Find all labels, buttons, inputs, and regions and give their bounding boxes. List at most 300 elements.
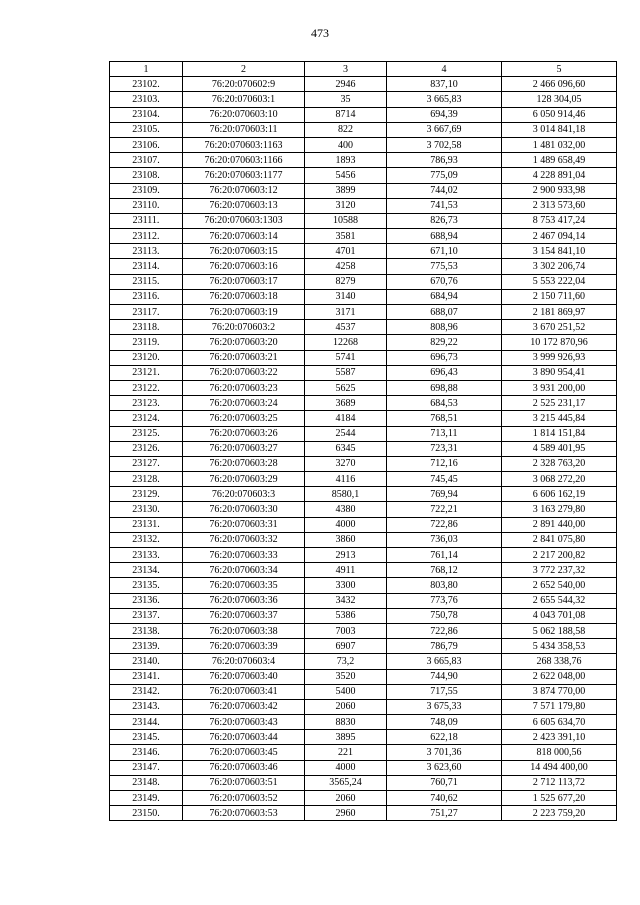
specific-value-cell: 670,76 [387, 274, 502, 289]
area-cell: 4537 [305, 320, 387, 335]
area-cell: 8830 [305, 715, 387, 730]
area-cell: 3171 [305, 305, 387, 320]
specific-value-cell: 829,22 [387, 335, 502, 350]
cadastral-value-cell: 3 874 770,00 [502, 684, 617, 699]
cadastral-value-cell: 268 338,76 [502, 654, 617, 669]
specific-value-cell: 837,10 [387, 77, 502, 92]
specific-value-cell: 769,94 [387, 487, 502, 502]
cadastral-value-cell: 2 150 711,60 [502, 289, 617, 304]
row-number-cell: 23111. [110, 213, 183, 228]
row-number-cell: 23105. [110, 122, 183, 137]
cadastral-number-cell: 76:20:070603:32 [183, 532, 305, 547]
cadastral-value-cell: 3 215 445,84 [502, 411, 617, 426]
cadastral-number-cell: 76:20:070603:26 [183, 426, 305, 441]
cadastral-value-cell: 10 172 870,96 [502, 335, 617, 350]
row-number-cell: 23116. [110, 289, 183, 304]
row-number-cell: 23114. [110, 259, 183, 274]
row-number-cell: 23117. [110, 305, 183, 320]
cadastral-number-cell: 76:20:070603:25 [183, 411, 305, 426]
row-number-cell: 23138. [110, 623, 183, 638]
area-cell: 5386 [305, 608, 387, 623]
table-row [110, 806, 617, 821]
area-cell: 3520 [305, 669, 387, 684]
table-row [110, 244, 617, 259]
cadastral-number-cell: 76:20:070603:28 [183, 456, 305, 471]
table-row [110, 654, 617, 669]
row-number-cell: 23143. [110, 699, 183, 714]
specific-value-cell: 748,09 [387, 715, 502, 730]
cadastral-number-cell: 76:20:070603:24 [183, 396, 305, 411]
row-number-cell: 23150. [110, 806, 183, 821]
area-cell: 5625 [305, 380, 387, 395]
specific-value-cell: 808,96 [387, 320, 502, 335]
cadastral-number-cell: 76:20:070603:38 [183, 623, 305, 638]
cadastral-number-cell: 76:20:070603:1 [183, 92, 305, 107]
cadastral-value-cell: 818 000,56 [502, 745, 617, 760]
specific-value-cell: 723,31 [387, 441, 502, 456]
table-row [110, 274, 617, 289]
row-number-cell: 23147. [110, 760, 183, 775]
cadastral-number-cell: 76:20:070603:39 [183, 639, 305, 654]
specific-value-cell: 740,62 [387, 791, 502, 806]
table-row [110, 380, 617, 395]
specific-value-cell: 688,94 [387, 229, 502, 244]
specific-value-cell: 744,90 [387, 669, 502, 684]
cadastral-value-cell: 4 043 701,08 [502, 608, 617, 623]
cadastral-number-cell: 76:20:070603:1177 [183, 168, 305, 183]
specific-value-cell: 698,88 [387, 380, 502, 395]
specific-value-cell: 826,73 [387, 213, 502, 228]
cadastral-number-cell: 76:20:070603:16 [183, 259, 305, 274]
row-number-cell: 23144. [110, 715, 183, 730]
cadastral-value-cell: 14 494 400,00 [502, 760, 617, 775]
table-row [110, 107, 617, 122]
area-cell: 4258 [305, 259, 387, 274]
row-number-cell: 23142. [110, 684, 183, 699]
cadastral-value-cell: 5 062 188,58 [502, 623, 617, 638]
table-row [110, 532, 617, 547]
table-row [110, 137, 617, 152]
area-cell: 5400 [305, 684, 387, 699]
cadastral-value-cell: 6 605 634,70 [502, 715, 617, 730]
area-cell: 7003 [305, 623, 387, 638]
cadastral-number-cell: 76:20:070603:31 [183, 517, 305, 532]
cadastral-value-cell: 128 304,05 [502, 92, 617, 107]
row-number-cell: 23140. [110, 654, 183, 669]
cadastral-value-cell: 2 313 573,60 [502, 198, 617, 213]
area-cell: 6345 [305, 441, 387, 456]
area-cell: 6907 [305, 639, 387, 654]
cadastral-number-cell: 76:20:070603:1166 [183, 153, 305, 168]
row-number-cell: 23124. [110, 411, 183, 426]
area-cell: 822 [305, 122, 387, 137]
cadastral-number-cell: 76:20:070603:14 [183, 229, 305, 244]
area-cell: 221 [305, 745, 387, 760]
area-cell: 3895 [305, 730, 387, 745]
area-cell: 3899 [305, 183, 387, 198]
table-row [110, 715, 617, 730]
cadastral-number-cell: 76:20:070603:33 [183, 548, 305, 563]
area-cell: 1893 [305, 153, 387, 168]
cadastral-number-cell: 76:20:070603:10 [183, 107, 305, 122]
cadastral-value-cell: 6 050 914,46 [502, 107, 617, 122]
area-cell: 2960 [305, 806, 387, 821]
cadastral-value-cell: 2 622 048,00 [502, 669, 617, 684]
cadastral-number-cell: 76:20:070603:18 [183, 289, 305, 304]
cadastral-value-cell: 2 655 544,32 [502, 593, 617, 608]
specific-value-cell: 761,14 [387, 548, 502, 563]
cadastral-value-cell: 3 302 206,74 [502, 259, 617, 274]
row-number-cell: 23134. [110, 563, 183, 578]
table-row [110, 213, 617, 228]
row-number-cell: 23128. [110, 472, 183, 487]
cadastral-number-cell: 76:20:070603:41 [183, 684, 305, 699]
column-header: 3 [305, 62, 387, 77]
area-cell: 2060 [305, 699, 387, 714]
cadastral-value-cell: 3 154 841,10 [502, 244, 617, 259]
cadastral-number-cell: 76:20:070603:30 [183, 502, 305, 517]
table-row [110, 168, 617, 183]
cadastral-value-cell: 2 891 440,00 [502, 517, 617, 532]
row-number-cell: 23148. [110, 775, 183, 790]
row-number-cell: 23145. [110, 730, 183, 745]
page-number: 473 [311, 26, 329, 40]
specific-value-cell: 736,03 [387, 532, 502, 547]
cadastral-value-table [109, 61, 617, 821]
row-number-cell: 23139. [110, 639, 183, 654]
area-cell: 8714 [305, 107, 387, 122]
table-row [110, 472, 617, 487]
specific-value-cell: 750,78 [387, 608, 502, 623]
row-number-cell: 23131. [110, 517, 183, 532]
row-number-cell: 23123. [110, 396, 183, 411]
cadastral-value-cell: 4 228 891,04 [502, 168, 617, 183]
column-header: 5 [502, 62, 617, 77]
cadastral-value-cell: 3 999 926,93 [502, 350, 617, 365]
area-cell: 3432 [305, 593, 387, 608]
row-number-cell: 23130. [110, 502, 183, 517]
cadastral-number-cell: 76:20:070603:35 [183, 578, 305, 593]
cadastral-value-cell: 3 014 841,18 [502, 122, 617, 137]
cadastral-number-cell: 76:20:070603:45 [183, 745, 305, 760]
specific-value-cell: 713,11 [387, 426, 502, 441]
area-cell: 3581 [305, 229, 387, 244]
column-number-row [110, 62, 617, 77]
area-cell: 4000 [305, 760, 387, 775]
table-row [110, 639, 617, 654]
cadastral-number-cell: 76:20:070603:4 [183, 654, 305, 669]
table-row [110, 305, 617, 320]
table-row [110, 608, 617, 623]
cadastral-number-cell: 76:20:070603:23 [183, 380, 305, 395]
area-cell: 2913 [305, 548, 387, 563]
cadastral-value-cell: 1 525 677,20 [502, 791, 617, 806]
table-row [110, 77, 617, 92]
row-number-cell: 23137. [110, 608, 183, 623]
row-number-cell: 23107. [110, 153, 183, 168]
specific-value-cell: 717,55 [387, 684, 502, 699]
table-row [110, 730, 617, 745]
specific-value-cell: 741,53 [387, 198, 502, 213]
specific-value-cell: 745,45 [387, 472, 502, 487]
table-row [110, 289, 617, 304]
cadastral-value-cell: 2 328 763,20 [502, 456, 617, 471]
table-row [110, 153, 617, 168]
specific-value-cell: 3 701,36 [387, 745, 502, 760]
cadastral-number-cell: 76:20:070603:21 [183, 350, 305, 365]
table-row [110, 183, 617, 198]
table-row [110, 593, 617, 608]
row-number-cell: 23141. [110, 669, 183, 684]
area-cell: 4184 [305, 411, 387, 426]
row-number-cell: 23122. [110, 380, 183, 395]
cadastral-value-cell: 3 068 272,20 [502, 472, 617, 487]
specific-value-cell: 3 702,58 [387, 137, 502, 152]
area-cell: 4701 [305, 244, 387, 259]
specific-value-cell: 694,39 [387, 107, 502, 122]
cadastral-value-cell: 2 181 869,97 [502, 305, 617, 320]
table-row [110, 623, 617, 638]
cadastral-value-cell: 2 712 113,72 [502, 775, 617, 790]
specific-value-cell: 760,71 [387, 775, 502, 790]
cadastral-number-cell: 76:20:070603:11 [183, 122, 305, 137]
cadastral-value-cell: 2 223 759,20 [502, 806, 617, 821]
specific-value-cell: 3 665,83 [387, 654, 502, 669]
row-number-cell: 23115. [110, 274, 183, 289]
cadastral-value-cell: 2 652 540,00 [502, 578, 617, 593]
area-cell: 4380 [305, 502, 387, 517]
table-row [110, 578, 617, 593]
table-row [110, 684, 617, 699]
cadastral-number-cell: 76:20:070603:34 [183, 563, 305, 578]
area-cell: 3140 [305, 289, 387, 304]
cadastral-number-cell: 76:20:070602:9 [183, 77, 305, 92]
cadastral-value-cell: 1 814 151,84 [502, 426, 617, 441]
row-number-cell: 23110. [110, 198, 183, 213]
cadastral-number-cell: 76:20:070603:1163 [183, 137, 305, 152]
area-cell: 8279 [305, 274, 387, 289]
cadastral-value-cell: 3 931 200,00 [502, 380, 617, 395]
cadastral-number-cell: 76:20:070603:40 [183, 669, 305, 684]
table-row [110, 669, 617, 684]
table-row [110, 426, 617, 441]
table-row [110, 411, 617, 426]
specific-value-cell: 722,21 [387, 502, 502, 517]
specific-value-cell: 696,73 [387, 350, 502, 365]
cadastral-value-cell: 1 481 032,00 [502, 137, 617, 152]
table-row [110, 456, 617, 471]
table-row [110, 760, 617, 775]
area-cell: 5741 [305, 350, 387, 365]
specific-value-cell: 622,18 [387, 730, 502, 745]
table-row [110, 502, 617, 517]
cadastral-value-cell: 2 217 200,82 [502, 548, 617, 563]
area-cell: 3689 [305, 396, 387, 411]
specific-value-cell: 768,12 [387, 563, 502, 578]
row-number-cell: 23146. [110, 745, 183, 760]
row-number-cell: 23118. [110, 320, 183, 335]
cadastral-number-cell: 76:20:070603:53 [183, 806, 305, 821]
specific-value-cell: 768,51 [387, 411, 502, 426]
cadastral-value-cell: 3 890 954,41 [502, 365, 617, 380]
table-row [110, 259, 617, 274]
row-number-cell: 23102. [110, 77, 183, 92]
area-cell: 73,2 [305, 654, 387, 669]
cadastral-value-cell: 2 900 933,98 [502, 183, 617, 198]
cadastral-value-cell: 3 772 237,32 [502, 563, 617, 578]
row-number-cell: 23108. [110, 168, 183, 183]
cadastral-value-cell: 1 489 658,49 [502, 153, 617, 168]
cadastral-number-cell: 76:20:070603:52 [183, 791, 305, 806]
cadastral-value-cell: 3 670 251,52 [502, 320, 617, 335]
column-header: 4 [387, 62, 502, 77]
specific-value-cell: 744,02 [387, 183, 502, 198]
table-row [110, 548, 617, 563]
specific-value-cell: 722,86 [387, 623, 502, 638]
table-row [110, 441, 617, 456]
cadastral-number-cell: 76:20:070603:43 [183, 715, 305, 730]
specific-value-cell: 803,80 [387, 578, 502, 593]
area-cell: 3270 [305, 456, 387, 471]
specific-value-cell: 671,10 [387, 244, 502, 259]
table-row [110, 229, 617, 244]
area-cell: 400 [305, 137, 387, 152]
specific-value-cell: 684,53 [387, 396, 502, 411]
specific-value-cell: 722,86 [387, 517, 502, 532]
area-cell: 4911 [305, 563, 387, 578]
area-cell: 5587 [305, 365, 387, 380]
cadastral-number-cell: 76:20:070603:51 [183, 775, 305, 790]
table-body [110, 62, 617, 821]
row-number-cell: 23113. [110, 244, 183, 259]
cadastral-number-cell: 76:20:070603:20 [183, 335, 305, 350]
specific-value-cell: 751,27 [387, 806, 502, 821]
cadastral-number-cell: 76:20:070603:19 [183, 305, 305, 320]
row-number-cell: 23132. [110, 532, 183, 547]
cadastral-value-cell: 5 434 358,53 [502, 639, 617, 654]
cadastral-value-cell: 6 606 162,19 [502, 487, 617, 502]
table-row [110, 517, 617, 532]
table-row [110, 198, 617, 213]
specific-value-cell: 3 665,83 [387, 92, 502, 107]
cadastral-number-cell: 76:20:070603:46 [183, 760, 305, 775]
table-row [110, 396, 617, 411]
column-header: 2 [183, 62, 305, 77]
row-number-cell: 23119. [110, 335, 183, 350]
specific-value-cell: 786,79 [387, 639, 502, 654]
cadastral-number-cell: 76:20:070603:42 [183, 699, 305, 714]
cadastral-value-cell: 8 753 417,24 [502, 213, 617, 228]
cadastral-number-cell: 76:20:070603:15 [183, 244, 305, 259]
specific-value-cell: 775,53 [387, 259, 502, 274]
specific-value-cell: 3 675,33 [387, 699, 502, 714]
area-cell: 4116 [305, 472, 387, 487]
row-number-cell: 23103. [110, 92, 183, 107]
cadastral-number-cell: 76:20:070603:44 [183, 730, 305, 745]
area-cell: 10588 [305, 213, 387, 228]
area-cell: 8580,1 [305, 487, 387, 502]
table-row [110, 320, 617, 335]
table-row [110, 791, 617, 806]
row-number-cell: 23125. [110, 426, 183, 441]
row-number-cell: 23109. [110, 183, 183, 198]
specific-value-cell: 786,93 [387, 153, 502, 168]
row-number-cell: 23135. [110, 578, 183, 593]
cadastral-number-cell: 76:20:070603:29 [183, 472, 305, 487]
specific-value-cell: 3 667,69 [387, 122, 502, 137]
row-number-cell: 23127. [110, 456, 183, 471]
cadastral-value-cell: 3 163 279,80 [502, 502, 617, 517]
area-cell: 3860 [305, 532, 387, 547]
specific-value-cell: 712,16 [387, 456, 502, 471]
cadastral-value-cell: 4 589 401,95 [502, 441, 617, 456]
row-number-cell: 23126. [110, 441, 183, 456]
cadastral-number-cell: 76:20:070603:22 [183, 365, 305, 380]
table-row [110, 487, 617, 502]
cadastral-number-cell: 76:20:070603:27 [183, 441, 305, 456]
area-cell: 4000 [305, 517, 387, 532]
area-cell: 3565,24 [305, 775, 387, 790]
row-number-cell: 23104. [110, 107, 183, 122]
area-cell: 5456 [305, 168, 387, 183]
table-row [110, 335, 617, 350]
cadastral-number-cell: 76:20:070603:1303 [183, 213, 305, 228]
table-row [110, 122, 617, 137]
specific-value-cell: 773,76 [387, 593, 502, 608]
cadastral-value-cell: 2 467 094,14 [502, 229, 617, 244]
table-row [110, 699, 617, 714]
row-number-cell: 23121. [110, 365, 183, 380]
area-cell: 35 [305, 92, 387, 107]
cadastral-value-cell: 2 423 391,10 [502, 730, 617, 745]
specific-value-cell: 775,09 [387, 168, 502, 183]
row-number-cell: 23106. [110, 137, 183, 152]
area-cell: 3120 [305, 198, 387, 213]
cadastral-value-cell: 5 553 222,04 [502, 274, 617, 289]
cadastral-number-cell: 76:20:070603:17 [183, 274, 305, 289]
table-row [110, 745, 617, 760]
row-number-cell: 23136. [110, 593, 183, 608]
cadastral-value-cell: 2 841 075,80 [502, 532, 617, 547]
cadastral-number-cell: 76:20:070603:12 [183, 183, 305, 198]
row-number-cell: 23149. [110, 791, 183, 806]
table-row [110, 775, 617, 790]
cadastral-number-cell: 76:20:070603:37 [183, 608, 305, 623]
area-cell: 2946 [305, 77, 387, 92]
area-cell: 2544 [305, 426, 387, 441]
specific-value-cell: 696,43 [387, 365, 502, 380]
row-number-cell: 23120. [110, 350, 183, 365]
row-number-cell: 23112. [110, 229, 183, 244]
cadastral-number-cell: 76:20:070603:13 [183, 198, 305, 213]
column-header: 1 [110, 62, 183, 77]
area-cell: 3300 [305, 578, 387, 593]
row-number-cell: 23129. [110, 487, 183, 502]
cadastral-value-cell: 7 571 179,80 [502, 699, 617, 714]
table-row [110, 563, 617, 578]
cadastral-value-cell: 2 525 231,17 [502, 396, 617, 411]
cadastral-number-cell: 76:20:070603:36 [183, 593, 305, 608]
cadastral-number-cell: 76:20:070603:2 [183, 320, 305, 335]
table-row [110, 350, 617, 365]
specific-value-cell: 3 623,60 [387, 760, 502, 775]
area-cell: 12268 [305, 335, 387, 350]
area-cell: 2060 [305, 791, 387, 806]
row-number-cell: 23133. [110, 548, 183, 563]
cadastral-number-cell: 76:20:070603:3 [183, 487, 305, 502]
specific-value-cell: 684,94 [387, 289, 502, 304]
cadastral-value-cell: 2 466 096,60 [502, 77, 617, 92]
